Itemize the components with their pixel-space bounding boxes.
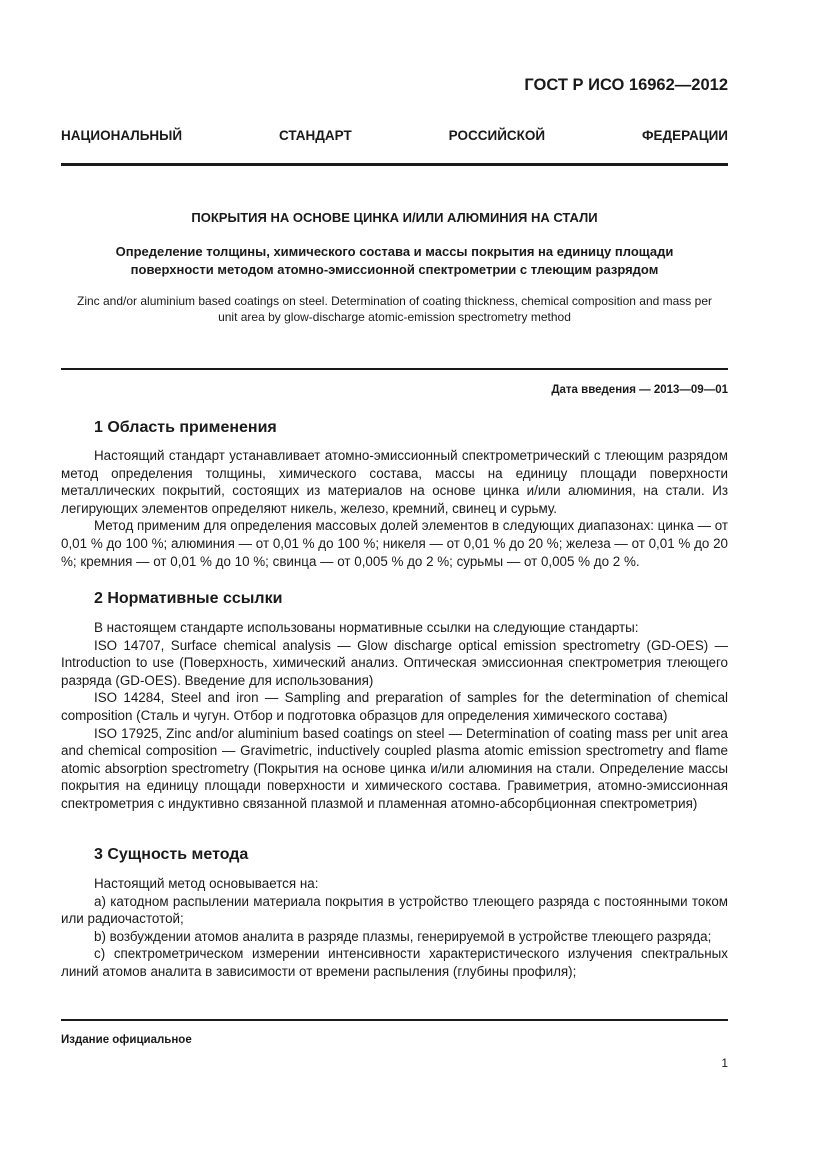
- section-3-body: [61, 875, 728, 981]
- subtitle-line-1: Определение толщины, химического состава и массы покрытия на единицу площади: [115, 244, 674, 259]
- title-divider: [61, 368, 728, 370]
- english-title-line-2: unit area by glow-discharge atomic-emission spectrometry method: [218, 310, 571, 324]
- section-3-heading: 3 Сущность метода: [94, 846, 249, 863]
- section-3-item-c: с) спектрометрическом измерении интенсивности характеристического излучения спектральных линий атомов аналита в зависимости от времени распыления (глубины профиля);: [61, 946, 728, 979]
- section-2-paragraph-1: В настоящем стандарте использованы нормативные ссылки на следующие стандарты:: [94, 620, 639, 635]
- section-2-heading: 2 Нормативные ссылки: [94, 590, 283, 607]
- english-title: [61, 293, 728, 325]
- document-subtitle: [61, 243, 728, 279]
- section-1-body: [61, 447, 728, 570]
- document-title: ПОКРЫТИЯ НА ОСНОВЕ ЦИНКА И/ИЛИ АЛЮМИНИЯ НА СТАЛИ: [191, 210, 598, 225]
- national-standard-label: НАЦИОНАЛЬНЫЙ СТАНДАРТ РОССИЙСКОЙ ФЕДЕРАЦИИ: [61, 128, 728, 143]
- footer-divider: [61, 1019, 728, 1021]
- english-title-line-1: Zinc and/or aluminium based coatings on steel. Determination of coating thickness, chemical composition and mass per: [77, 294, 712, 308]
- section-2-reference-iso-14707: ISO 14707, Surface chemical analysis — Glow discharge optical emission spectrometry (GD-OES) — Introduction to use (Поверхность, химический анализ. Оптическая эмиссионная спектрометрия тлеющего разряда (GD-OES). Введение для использования): [61, 637, 728, 688]
- official-edition-label: Издание официальное: [61, 1034, 192, 1046]
- introduction-date: Дата введения — 2013—09—01: [551, 384, 728, 396]
- section-2-reference-iso-17925: ISO 17925, Zinc and/or aluminium based coatings on steel — Determination of coating mass per unit area and chemical composition — Gravimetric, inductively coupled plasma atomic emission spectrometry and flame atomic absorption spectrometry (Покрытия на основе цинка и/или алюминия на стали. Определение массы покрытия на единицу площади поверхности и химического состава. Гравиметрия, атомно-эмиссионная спектрометрия с индуктивно связанной плазмой и пламенная атомно-абсорбционная спектрометрия): [61, 725, 728, 811]
- section-2-reference-iso-14284: ISO 14284, Steel and iron — Sampling and preparation of samples for the determination of chemical composition (Сталь и чугун. Отбор и подготовка образцов для определения химического состава): [61, 690, 728, 723]
- section-1-paragraph-2: Метод применим для определения массовых долей элементов в следующих диапазонах: цинка — от 0,01 % до 100 %; алюминия — от 0,01 % до 100 %; никеля — от 0,01 % до 20 %; железа — от 0,01 % до 20 %; кремния — от 0,01 % до 10 %; свинца — от 0,005 % до 2 %; сурьмы — от 0,005 % до 2 %.: [61, 518, 728, 569]
- section-1-heading: 1 Область применения: [94, 419, 277, 436]
- section-2-body: [61, 619, 728, 813]
- section-1-paragraph-1: Настоящий стандарт устанавливает атомно-эмиссионный спектрометрический с тлеющим разрядом метод определения толщины, химического состава, массы на единицу площади поверхности металлических покрытий, состоящих из материалов на основе цинка и/или алюминия, на стали. Из легирующих элементов определяют никель, железо, кремний, свинец и сурьму.: [61, 448, 728, 516]
- section-3-item-b: b) возбуждении атомов аналита в разряде плазмы, генерируемой в устройстве тлеющего разряда;: [94, 928, 712, 944]
- page-number: 1: [721, 1056, 728, 1070]
- section-3-paragraph-1: Настоящий метод основывается на:: [94, 876, 319, 891]
- standard-code: ГОСТ Р ИСО 16962—2012: [524, 76, 728, 94]
- subtitle-line-2: поверхности методом атомно-эмиссионной спектрометрии с тлеющим разрядом: [130, 262, 659, 277]
- section-3-item-a: а) катодном распылении материала покрытия в устройство тлеющего разряда с постоянными током или радиочастотой;: [61, 893, 728, 927]
- header-divider: [61, 163, 728, 166]
